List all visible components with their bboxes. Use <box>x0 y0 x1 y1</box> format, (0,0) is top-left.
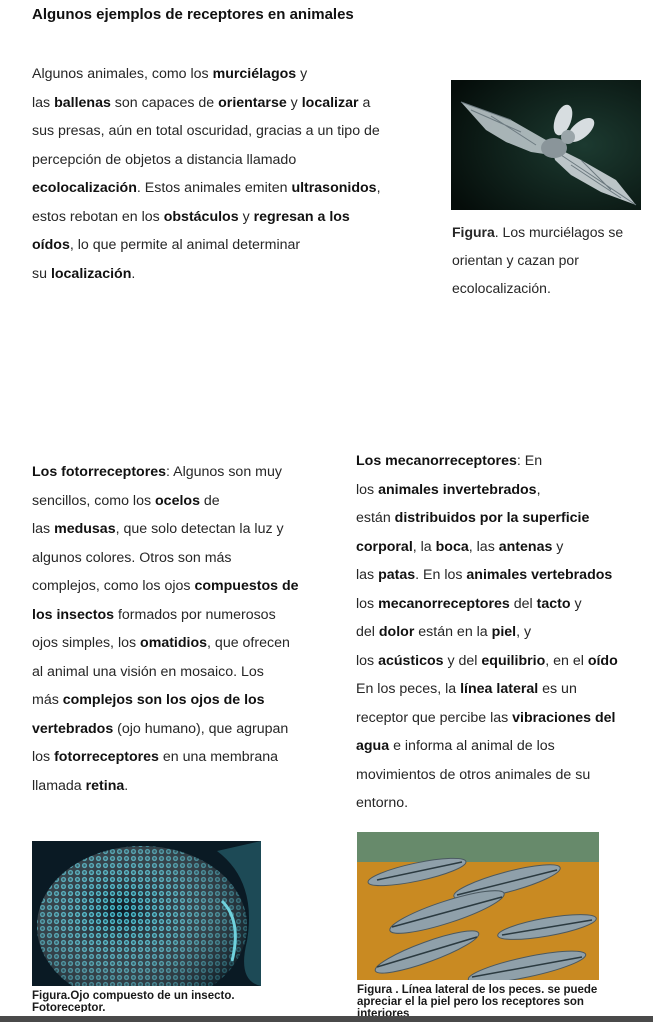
text-run: más <box>32 692 63 708</box>
bold-term: fotorreceptores <box>54 749 159 765</box>
bold-term: murciélagos <box>212 66 297 82</box>
text-run: al animal una visión en mosaico. Los <box>32 663 264 680</box>
bold-term: orientarse <box>218 94 287 111</box>
intro-paragraph <box>32 60 381 288</box>
bold-term: animales invertebrados <box>378 481 537 498</box>
photoreceptors-line <box>32 487 299 516</box>
text-run: , lo que permite al animal determinar <box>69 237 301 253</box>
intro-line <box>32 260 381 289</box>
bold-term: antenas <box>498 538 553 555</box>
text-run: , en el <box>545 652 588 669</box>
text-run: , que ofrecen <box>207 635 290 651</box>
text-run: es un <box>538 681 577 697</box>
photoreceptors-line <box>32 743 299 772</box>
text-run: los <box>32 749 55 765</box>
text-run: y del <box>443 652 482 669</box>
bold-term: los insectos <box>32 606 115 623</box>
bold-term: Figura <box>452 224 495 240</box>
text-run: , la <box>412 538 436 555</box>
text-run: : Algunos son muy <box>166 464 282 480</box>
intro-line <box>32 60 381 89</box>
bold-term: boca <box>435 538 469 555</box>
text-run: del <box>509 595 537 612</box>
photoreceptors-line <box>32 715 299 744</box>
text-run: los <box>356 481 379 498</box>
text-run: complejos, como los ojos <box>32 578 195 594</box>
mechanoreceptors-line <box>356 533 618 562</box>
fish-school-illustration <box>357 832 599 980</box>
text-run: entorno. <box>356 795 409 811</box>
text-run: son capaces de <box>110 94 219 111</box>
mechanoreceptors-line <box>356 732 618 761</box>
bold-term: acústicos <box>378 652 444 669</box>
bold-term: complejos son los ojos de los <box>62 692 265 708</box>
mechanoreceptors-paragraph <box>356 447 618 818</box>
text-run: las <box>32 521 55 537</box>
bold-term: equilibrio <box>481 652 546 669</box>
photoreceptors-line <box>32 572 299 601</box>
bold-term: localizar <box>301 94 359 111</box>
photoreceptors-line <box>32 515 299 544</box>
text-run: su <box>32 265 51 282</box>
mechanoreceptors-line <box>356 504 618 533</box>
intro-line <box>32 231 381 260</box>
fish-caption-line3: interiores <box>357 1008 410 1016</box>
text-run: y <box>570 595 582 612</box>
text-run: los <box>356 652 379 669</box>
mechanoreceptors-line <box>356 561 618 590</box>
text-run: receptor que percibe las <box>356 709 513 726</box>
text-run: y <box>296 66 308 82</box>
bold-term: ocelos <box>155 492 200 509</box>
text-run: . Estos animales emiten <box>136 180 292 196</box>
bat-illustration <box>451 80 641 210</box>
bold-term: animales vertebrados <box>466 567 613 583</box>
text-run: y <box>238 208 254 225</box>
bottom-bar <box>0 1016 653 1022</box>
bold-term: medusas <box>54 521 116 537</box>
fish-caption-line1: Figura . Línea lateral de los peces. se puede <box>357 984 598 996</box>
text-run: movimientos de otros animales de su <box>356 766 591 783</box>
text-run: y <box>286 94 302 111</box>
text-run: las <box>356 567 379 583</box>
text-run: de <box>199 492 220 509</box>
bold-term: retina <box>85 777 125 794</box>
text-run: . <box>124 777 129 794</box>
mechanoreceptors-line <box>356 647 618 676</box>
bat-caption <box>452 218 623 302</box>
text-run: en una membrana <box>158 749 279 765</box>
bold-term: tacto <box>536 595 571 612</box>
text-run: algunos colores. Otros son más <box>32 549 232 566</box>
text-run: orientan y cazan por <box>452 252 579 268</box>
text-run: En los peces, la <box>356 681 461 697</box>
bold-term: compuestos de <box>194 578 299 594</box>
photoreceptors-line <box>32 601 299 630</box>
bold-term: omatidios <box>140 635 208 651</box>
compound-eye-illustration <box>32 841 261 986</box>
bold-term: ballenas <box>54 94 111 111</box>
text-run: llamada <box>32 777 86 794</box>
bold-term: localización <box>50 265 132 282</box>
photoreceptors-paragraph <box>32 458 299 800</box>
insect-eye-image <box>32 841 261 986</box>
text-run: los <box>356 595 379 612</box>
bold-term: ultrasonidos <box>291 180 377 196</box>
photoreceptors-line <box>32 772 299 801</box>
bold-term: Los mecanorreceptores <box>356 453 517 469</box>
text-run: , <box>536 481 541 498</box>
bold-term: dolor <box>378 624 415 640</box>
insect-eye-caption-line2: Fotoreceptor. <box>32 1002 106 1012</box>
bold-term: vibraciones del <box>512 709 616 726</box>
text-run: están <box>356 510 395 526</box>
text-run: ecolocalización. <box>452 280 551 296</box>
bat_caption-line <box>452 274 623 302</box>
insect-eye-caption <box>32 990 332 1012</box>
mechanoreceptors-line <box>356 618 618 647</box>
fish-image <box>357 832 599 980</box>
text-run: y <box>552 538 564 555</box>
text-run: Algunos animales, como los <box>32 66 213 82</box>
text-run: a <box>358 94 371 111</box>
intro-line <box>32 174 381 203</box>
mechanoreceptors-line <box>356 761 618 790</box>
bold-term: regresan a los <box>253 208 350 225</box>
text-run: están en la <box>414 624 492 640</box>
mechanoreceptors-line <box>356 447 618 476</box>
bold-term: ecolocalización <box>32 180 137 196</box>
text-run: (ojo humano), que agrupan <box>113 720 289 737</box>
intro-line <box>32 117 381 146</box>
photoreceptors-line <box>32 458 299 487</box>
insect-eye-caption-line1: Figura.Ojo compuesto de un insecto. <box>32 990 235 1002</box>
bold-term: piel <box>491 624 517 640</box>
intro-line <box>32 146 381 175</box>
text-run: , las <box>468 538 499 555</box>
text-run: . <box>131 265 136 282</box>
bold-term: corporal <box>356 538 413 555</box>
text-run: estos rebotan en los <box>32 208 164 225</box>
bold-term: agua <box>356 738 390 754</box>
text-run: sencillos, como los <box>32 492 156 509</box>
bold-term: oído <box>587 652 618 669</box>
text-run: . En los <box>415 567 467 583</box>
photoreceptors-line <box>32 658 299 687</box>
bold-term: distribuidos por la superficie <box>394 510 590 526</box>
bold-term: Los fotorreceptores <box>32 464 167 480</box>
photoreceptors-line <box>32 686 299 715</box>
text-run: , <box>376 180 381 196</box>
fish-caption <box>357 984 653 1016</box>
photoreceptors-line <box>32 544 299 573</box>
mechanoreceptors-line <box>356 704 618 733</box>
text-run: , que solo detectan la luz y <box>115 521 284 537</box>
bold-term: vertebrados <box>32 720 114 737</box>
page-title: Algunos ejemplos de receptores en animales <box>32 6 354 23</box>
text-run: e informa al animal de los <box>389 738 555 754</box>
bold-term: mecanorreceptores <box>378 595 510 612</box>
intro-line <box>32 203 381 232</box>
bold-term: obstáculos <box>163 208 239 225</box>
bold-term: oídos <box>32 237 70 253</box>
bat_caption-line <box>452 246 623 274</box>
intro-line <box>32 89 381 118</box>
text-run: percepción de objetos a distancia llamado <box>32 151 297 168</box>
text-run: las <box>32 94 55 111</box>
text-run: ojos simples, los <box>32 635 141 651</box>
mechanoreceptors-line <box>356 476 618 505</box>
text-run: , y <box>516 624 532 640</box>
fish-caption-line2: apreciar el la piel pero los receptores son <box>357 996 584 1008</box>
text-run: del <box>356 624 379 640</box>
mechanoreceptors-line <box>356 675 618 704</box>
photoreceptors-line <box>32 629 299 658</box>
bold-term: línea lateral <box>460 681 539 697</box>
text-run: : En <box>516 453 543 469</box>
bold-term: patas <box>378 567 416 583</box>
mechanoreceptors-line <box>356 590 618 619</box>
text-run: formados por numerosos <box>114 606 276 623</box>
bat-image <box>451 80 641 210</box>
text-run: . Los murciélagos se <box>494 224 624 240</box>
text-run: sus presas, aún en total oscuridad, gracias a un tipo de <box>32 123 380 139</box>
mechanoreceptors-line <box>356 789 618 818</box>
bat_caption-line <box>452 218 623 246</box>
